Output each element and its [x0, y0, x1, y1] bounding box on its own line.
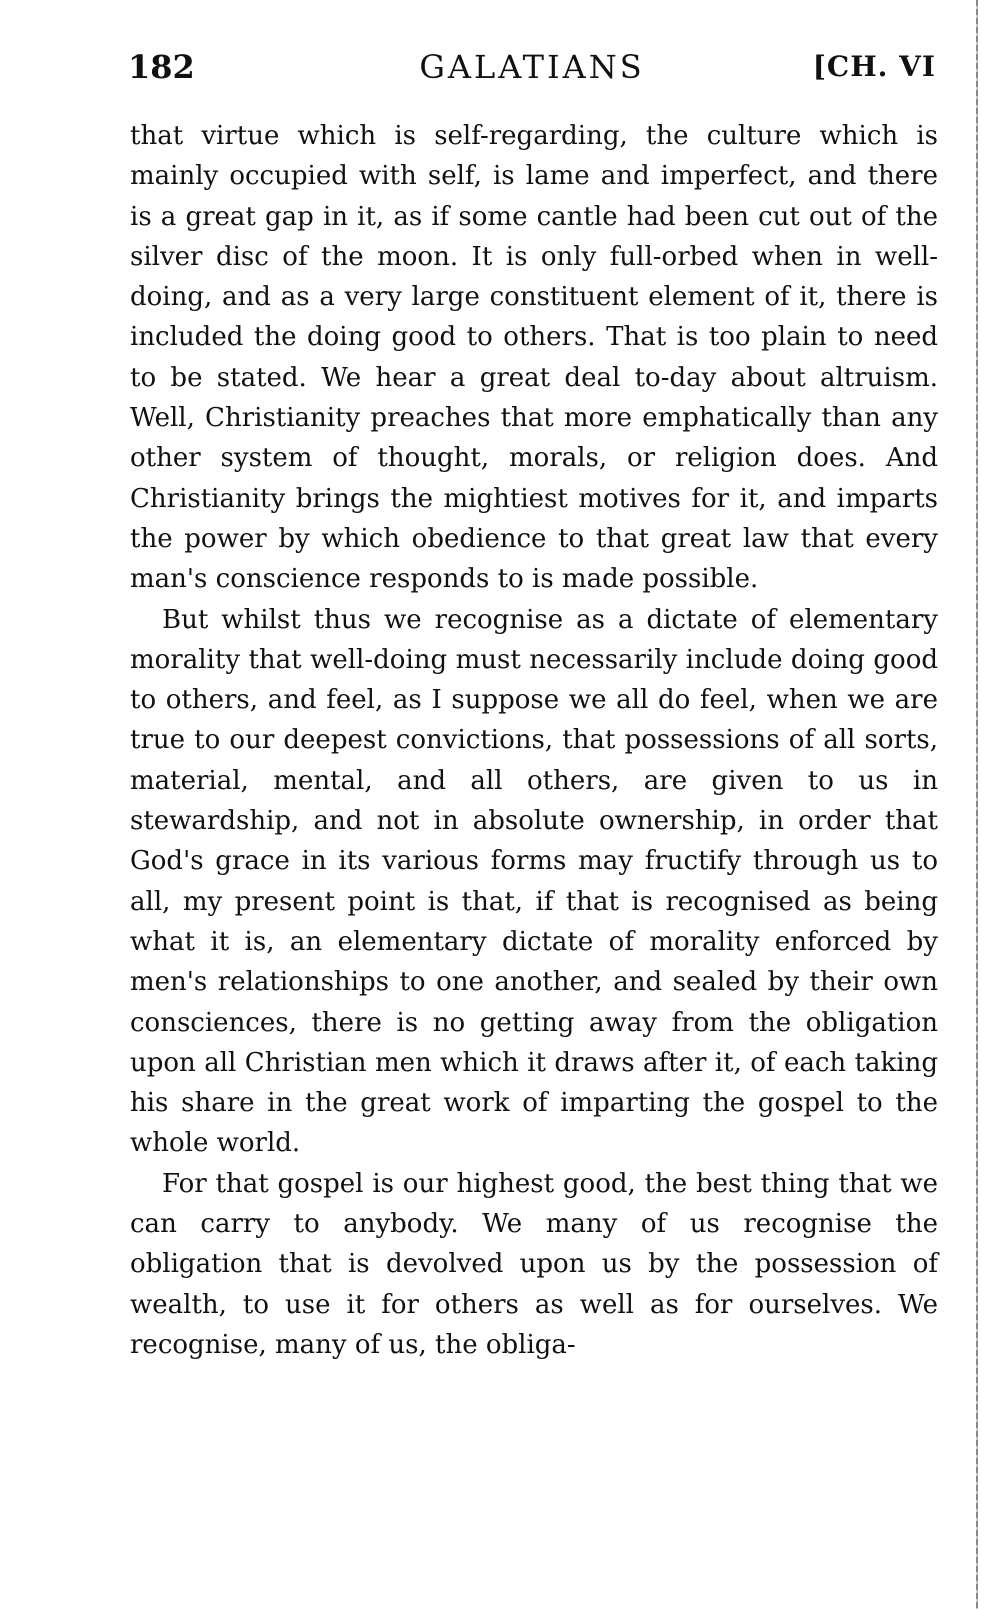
running-title: GALATIANS	[419, 48, 645, 86]
paragraph-continued: that virtue which is self-regarding, the culture which is mainly occupied with self, is lame and imperfect, and there is a great gap in it, as if some cantle had been cut out of the silver disc of the moon. It is only full-orbed when in well-doing, and as a very large constituent element of it, there is included the doing good to others. That is too plain to need to be stated. We hear a great deal to-day about altruism. Well, Christianity preaches that more emphatically than any other system of thought, morals, or religion does. And Christianity brings the mightiest motives for it, and imparts the power by which obedience to that great law that every man's conscience responds to is made possible.	[130, 121, 938, 595]
chapter-reference: [CH. VI	[812, 50, 936, 83]
paragraph: For that gospel is our highest good, the best thing that we can carry to anybody. We many of us recognise the obligation that is devolved upon us by the possession of wealth, to use it for others as well as for ourselves. We recognise, many of us, the obliga-	[130, 1168, 938, 1360]
page-number: 182	[128, 48, 195, 86]
page-edge	[976, 0, 978, 1609]
running-head	[128, 48, 936, 92]
body-text	[130, 116, 938, 1365]
paragraph: But whilst thus we recognise as a dictate of elementary morality that well-doing must necessarily include doing good to others, and feel, as I suppose we all do feel, when we are true to our deepest convictions, that possessions of all sorts, material, mental, and all others, are given to us in stewardship, and not in absolute ownership, in order that God's grace in its various forms may fructify through us to all, my present point is that, if that is recognised as being what it is, an elementary dictate of morality enforced by men's relationships to one another, and sealed by their own consciences, there is no getting away from the obligation upon all Christian men which it draws after it, of each taking his share in the great work of imparting the gospel to the whole world.	[130, 604, 938, 1159]
